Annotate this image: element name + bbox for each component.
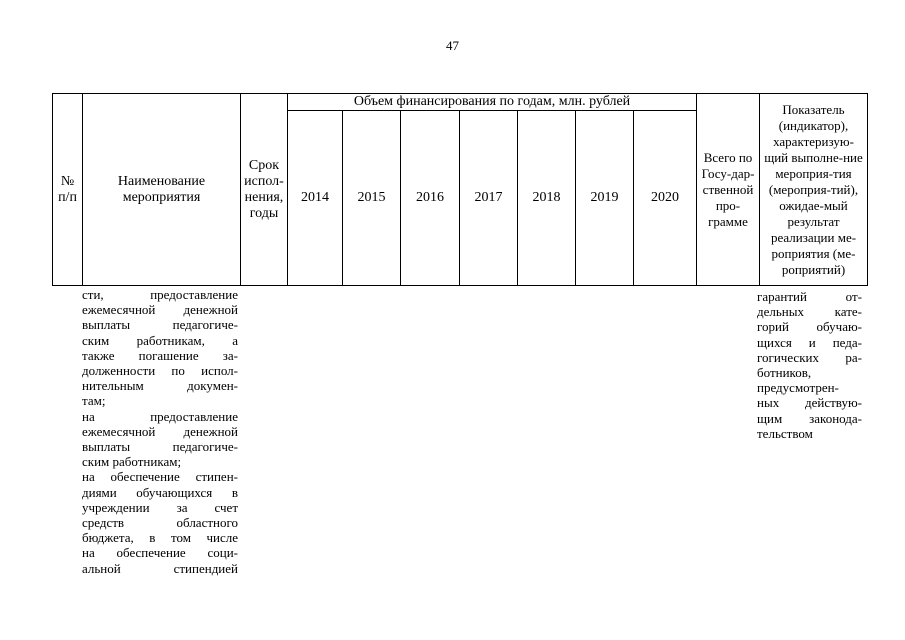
text-line: ботников,: [757, 365, 812, 381]
year-header: 2015: [343, 111, 401, 286]
year-header: 2020: [634, 111, 697, 286]
text-line: там;: [82, 393, 106, 409]
text-line: бюджета, в том числе: [82, 530, 238, 546]
text-line: гогических ра-: [757, 349, 862, 365]
text-line: нительным докумен-: [82, 378, 238, 394]
year-header: 2018: [518, 111, 576, 286]
activity-name-text: [82, 287, 238, 576]
text-line: ных действую-: [757, 395, 862, 411]
year-header: 2016: [401, 111, 460, 286]
text-line: выплаты педагогиче-: [82, 439, 238, 455]
year-header: 2017: [460, 111, 518, 286]
header-indicator-cell: [760, 94, 868, 286]
header-num: № п/п: [58, 173, 77, 205]
text-line: дельных кате-: [757, 304, 862, 320]
text-line: ежемесячной денежной: [82, 423, 238, 439]
header-name: Наименование мероприятия: [117, 173, 206, 205]
page-number: 47: [446, 38, 459, 53]
text-line: ежемесячной денежной: [82, 302, 238, 318]
header-term: Срок испол-нения, годы: [244, 157, 284, 221]
text-line: также погашение за-: [82, 347, 238, 363]
text-line: средств областного: [82, 515, 238, 531]
header-total: Всего по Госу-дар-ственной про-грамме: [701, 149, 755, 229]
text-line: горий обучаю-: [757, 319, 862, 335]
text-line: на обеспечение стипен-: [82, 469, 238, 485]
text-line: ским работникам;: [82, 454, 182, 470]
header-name-cell: [83, 94, 241, 286]
text-line: предусмотрен-: [757, 380, 839, 396]
text-line: учреждении за счет: [82, 499, 238, 515]
text-line: сти, предоставление: [82, 287, 238, 302]
text-line: щим законода-: [757, 410, 862, 426]
header-term-cell: [241, 94, 288, 286]
text-line: выплаты педагогиче-: [82, 317, 238, 333]
text-line: диями обучающихся в: [82, 484, 238, 500]
header-total-cell: [697, 94, 760, 286]
text-line: щихся и педа-: [757, 334, 862, 350]
text-line: ским работникам, а: [82, 332, 238, 348]
year-header: 2014: [288, 111, 343, 286]
header-indicator: Показатель (индикатор), характеризую-щий выполне-ние мероприя-тия (мероприя-тий), ожидае-мый результат реализации ме-роприятия (ме-роприятий): [764, 101, 863, 277]
text-line: на предоставление: [82, 408, 238, 424]
text-line: долженности по испол-: [82, 363, 238, 379]
indicator-text: [757, 289, 862, 441]
text-line: тельством: [757, 425, 813, 441]
financing-table-header: [52, 93, 868, 286]
text-line: альной стипендией: [82, 560, 238, 576]
year-header: 2019: [576, 111, 634, 286]
text-line: гарантий от-: [757, 289, 862, 304]
text-line: на обеспечение соци-: [82, 545, 238, 561]
header-num-cell: [53, 94, 83, 286]
header-funding-group: Объем финансирования по годам, млн. рублей: [288, 94, 697, 111]
